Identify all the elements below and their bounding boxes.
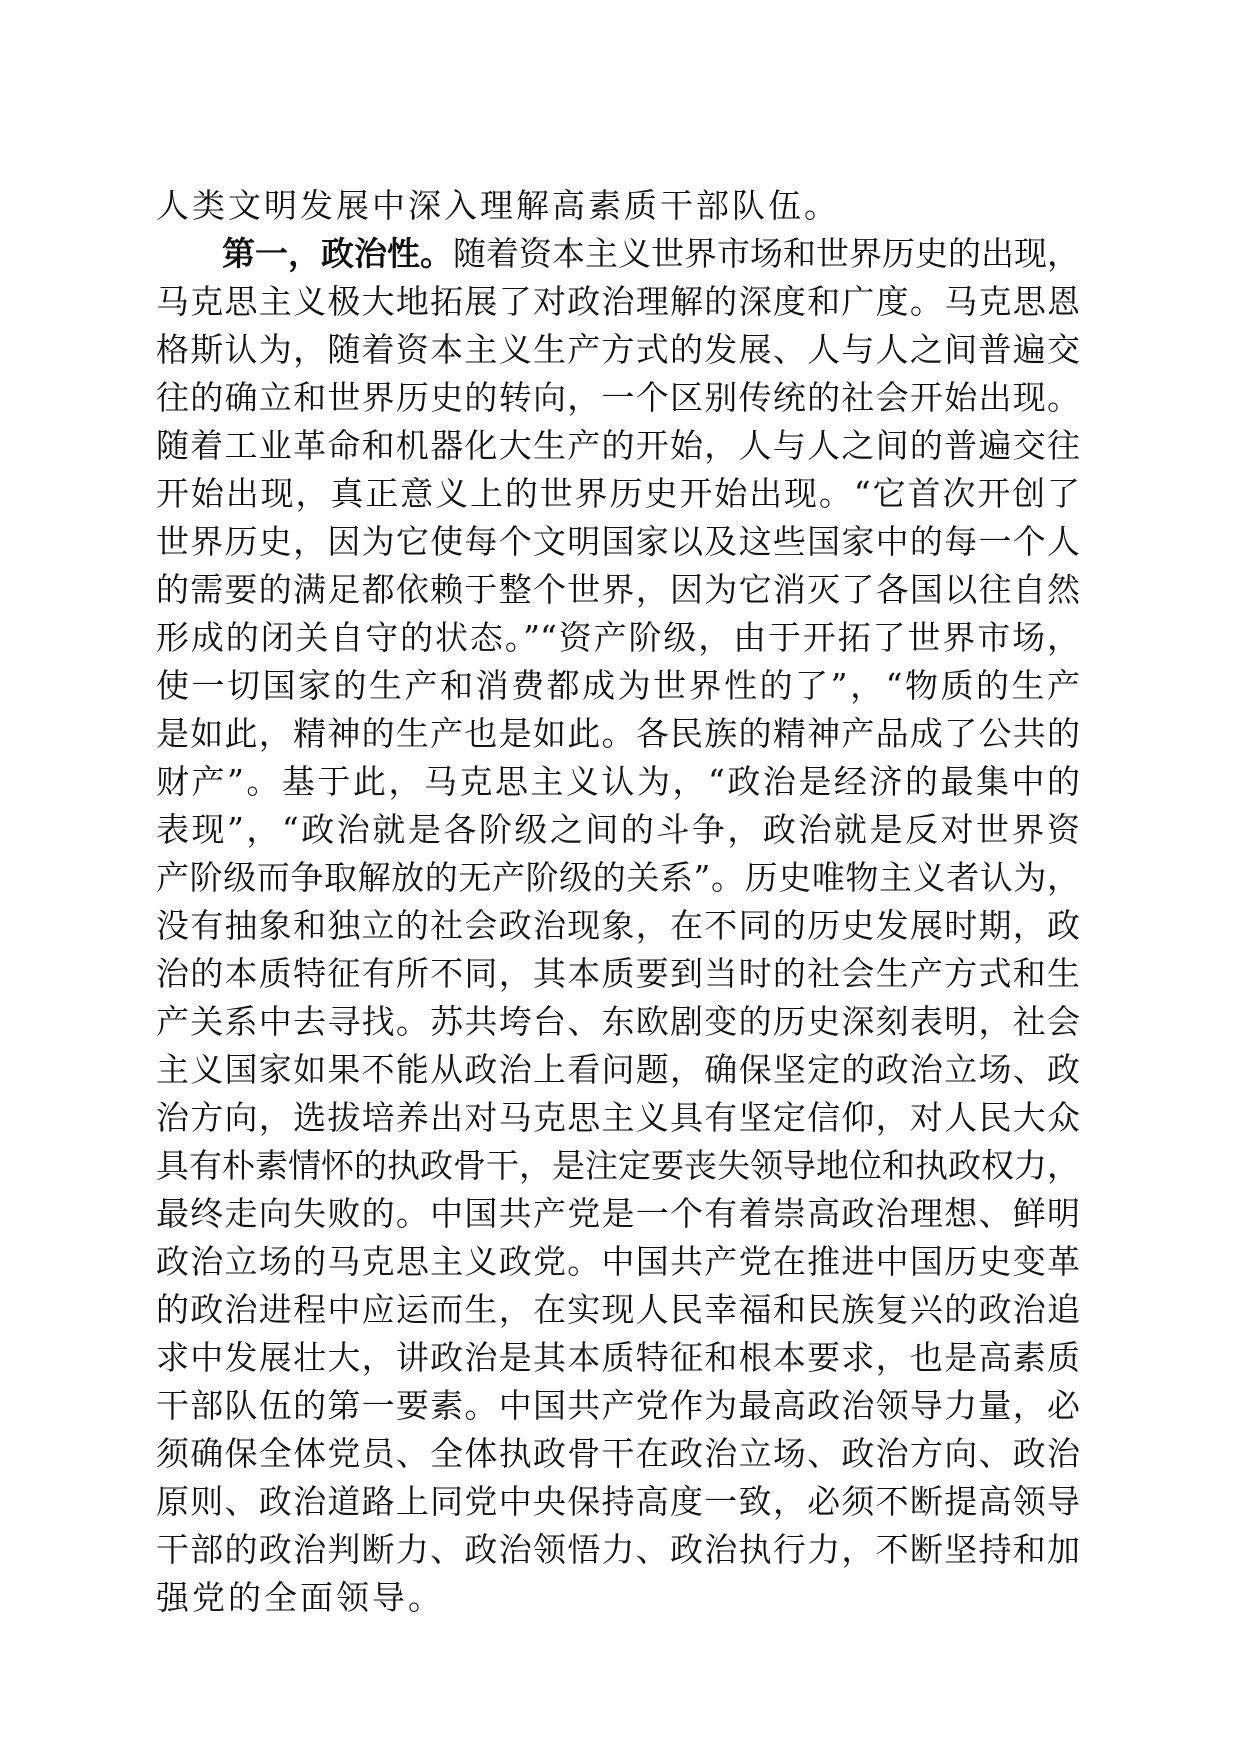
- paragraph-line: 原则、政治道路上同党中央保持高度一致，必须不断提高领导: [156, 1482, 1080, 1521]
- paragraph-lead-heading: 第一，政治性。: [222, 234, 453, 273]
- paragraph-line: 是如此，精神的生产也是如此。各民族的精神产品成了公共的: [156, 714, 1080, 753]
- paragraph-last-line: 强党的全面领导。: [156, 1578, 444, 1617]
- paragraph-line: 具有朴素情怀的执政骨干，是注定要丧失领导地位和执政权力，: [156, 1146, 1080, 1185]
- paragraph-line: 产关系中去寻找。苏共垮台、东欧剧变的历史深刻表明，社会: [156, 1002, 1080, 1041]
- paragraph-line: 使一切国家的生产和消费都成为世界性的了”，“物质的生产: [156, 666, 1080, 705]
- paragraph-line: 须确保全体党员、全体执政骨干在政治立场、政治方向、政治: [156, 1434, 1080, 1473]
- paragraph-line: 治方向，选拔培养出对马克思主义具有坚定信仰，对人民大众: [156, 1098, 1080, 1137]
- paragraph-line: 表现”，“政治就是各阶级之间的斗争，政治就是反对世界资: [156, 810, 1080, 849]
- paragraph-first-line-text: 随着资本主义世界市场和世界历史的出现，: [453, 234, 1080, 273]
- paragraph-line: 干部的政治判断力、政治领悟力、政治执行力，不断坚持和加: [156, 1530, 1080, 1569]
- paragraph-line: 产阶级而争取解放的无产阶级的关系”。历史唯物主义者认为，: [156, 858, 1080, 897]
- paragraph-line: 往的确立和世界历史的转向，一个区别传统的社会开始出现。: [156, 378, 1080, 417]
- paragraph-line: 格斯认为，随着资本主义生产方式的发展、人与人之间普遍交: [156, 330, 1080, 369]
- paragraph-line: 世界历史，因为它使每个文明国家以及这些国家中的每一个人: [156, 522, 1080, 561]
- paragraph-line: 财产”。基于此，马克思主义认为，“政治是经济的最集中的: [156, 762, 1080, 801]
- paragraph-line: 干部队伍的第一要素。中国共产党作为最高政治领导力量，必: [156, 1386, 1080, 1425]
- paragraph-line: 开始出现，真正意义上的世界历史开始出现。“它首次开创了: [156, 474, 1080, 513]
- paragraph-line: 政治立场的马克思主义政党。中国共产党在推进中国历史变革: [156, 1242, 1080, 1281]
- paragraph-line: 最终走向失败的。中国共产党是一个有着崇高政治理想、鲜明: [156, 1194, 1080, 1233]
- paragraph-line: 没有抽象和独立的社会政治现象，在不同的历史发展时期，政: [156, 906, 1080, 945]
- paragraph-line: 的政治进程中应运而生，在实现人民幸福和民族复兴的政治追: [156, 1290, 1080, 1329]
- paragraph-line: 的需要的满足都依赖于整个世界，因为它消灭了各国以往自然: [156, 570, 1080, 609]
- paragraph-line: 主义国家如果不能从政治上看问题，确保坚定的政治立场、政: [156, 1050, 1080, 1089]
- paragraph-line: 形成的闭关自守的状态。”“资产阶级，由于开拓了世界市场，: [156, 618, 1080, 657]
- paragraph-line: 马克思主义极大地拓展了对政治理解的深度和广度。马克思恩: [156, 282, 1080, 321]
- paragraph-first-line: [222, 230, 1080, 278]
- paragraph-line: 治的本质特征有所不同，其本质要到当时的社会生产方式和生: [156, 954, 1080, 993]
- paragraph-line: 求中发展壮大，讲政治是其本质特征和根本要求，也是高素质: [156, 1338, 1080, 1377]
- paragraph-line: 随着工业革命和机器化大生产的开始，人与人之间的普遍交往: [156, 426, 1080, 465]
- paragraph-continued-line: 人类文明发展中深入理解高素质干部队伍。: [156, 186, 840, 225]
